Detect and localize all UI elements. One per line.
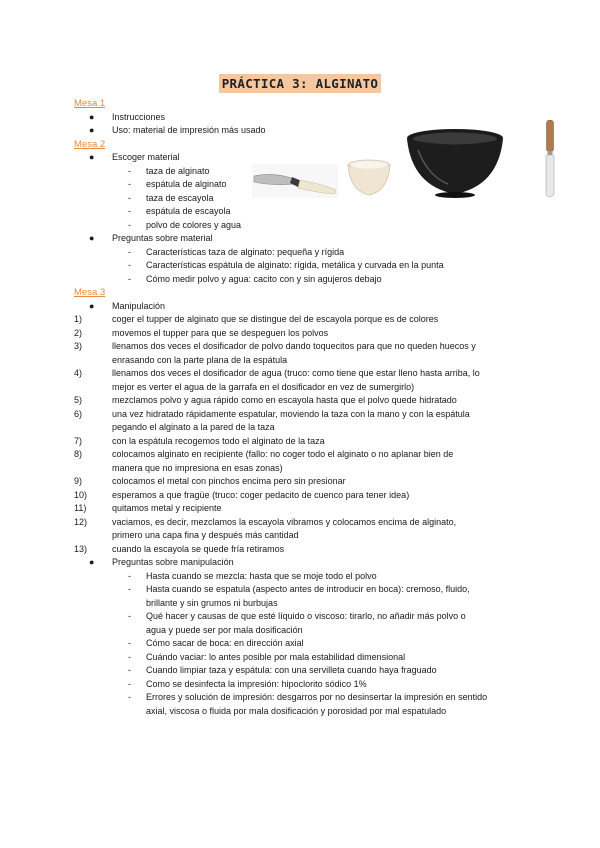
- step-text: esperamos a que fragüe (truco: coger pedacito de cuenco para tener idea): [112, 489, 410, 500]
- question-item: - Errores y solución de impresión: desgarros por no desinsertar la impresión en sentido: [128, 692, 488, 702]
- step-text: pegando el alginato a la pared de la taza: [112, 422, 275, 432]
- question-text: Hasta cuando se espatula (aspecto antes de introducir en boca): cremoso, fluido,: [146, 584, 470, 594]
- list-item: ● Preguntas sobre manipulación: [89, 557, 234, 567]
- question-item: - Hasta cuando se mezcla: hasta que se moje todo el polvo: [128, 570, 377, 581]
- question-item: - Cómo sacar de boca: en dirección axial: [128, 638, 304, 648]
- mesa2-heading: Mesa 2: [74, 138, 106, 150]
- numbered-step: [74, 367, 534, 381]
- numbered-step: [74, 543, 534, 557]
- numbered-step: [74, 516, 534, 530]
- numbered-step: [74, 462, 534, 476]
- step-number: 8): [74, 449, 83, 459]
- numbered-step: [74, 394, 534, 408]
- list-item: - Cómo medir polvo y agua: cacito con y sin agujeros debajo: [128, 273, 382, 284]
- question-item: [74, 597, 534, 611]
- step-text: enrasando con la parte plana de la espátula: [112, 354, 288, 365]
- list-item: - Características taza de alginato: pequeña y rígida: [128, 246, 345, 257]
- plaster-spatula-image: [542, 120, 558, 200]
- step-text: coger el tupper de alginato que se distingue del de escayola porque es de colores: [112, 314, 439, 324]
- list-item: - Características espátula de alginato: rígida, metálica y curvada en la punta: [128, 260, 444, 270]
- list-item: - polvo de colores y agua: [128, 219, 242, 230]
- step-number: 11): [74, 503, 87, 513]
- step-number: 1): [74, 314, 83, 324]
- numbered-step: [74, 408, 534, 422]
- step-text: colocamos el metal con pinchos encima pero sin presionar: [112, 476, 346, 486]
- question-item: [74, 624, 534, 638]
- step-number: 6): [74, 408, 83, 419]
- question-text: Qué hacer y causas de que esté líquido o viscoso: tirarlo, no añadir más polvo o: [146, 611, 466, 621]
- mesa3-heading: Mesa 3: [74, 287, 106, 298]
- question-item: - Cuando limpiar taza y espátula: con una servilleta cuando haya fraguado: [128, 665, 437, 675]
- list-item: - espátula de escayola: [128, 206, 231, 216]
- question-text: Errores y solución de impresión: desgarros por no desinsertar la impresión en sentido: [146, 692, 488, 702]
- question-item: - Cuándo vaciar: lo antes posible por mala estabilidad dimensional: [128, 651, 406, 662]
- page-title: PRÁCTICA 3: ALGINATO: [219, 74, 382, 93]
- list-item: ● Uso: material de impresión más usado: [89, 125, 266, 135]
- step-text: una vez hidratado rápidamente espatular, moviendo la taza con la mano y con la espátula: [112, 408, 470, 419]
- steps-list: [74, 313, 534, 556]
- step-text: llenamos dos veces el dosificador de polvo dando toquecitos para que no queden huecos y: [112, 341, 476, 351]
- list-item: - espátula de alginato: [128, 179, 227, 189]
- question-item: - Hasta cuando se espatula (aspecto antes de introducir en boca): cremoso, fluido,: [128, 584, 470, 594]
- question-text: axial, viscosa o fluida por mala dosificación y porosidad por mal espatulado: [146, 705, 447, 716]
- step-number: 4): [74, 368, 83, 378]
- numbered-step: [74, 435, 534, 449]
- question-item: [74, 705, 534, 719]
- question-text: Como se desinfecta la impresión: hipoclorito sódico 1%: [146, 678, 367, 689]
- step-number: 13): [74, 543, 88, 554]
- step-number: 3): [74, 341, 83, 351]
- numbered-step: [74, 529, 534, 543]
- step-text: vaciamos, es decir, mezclamos la escayola vibramos y colocamos encima de alginato,: [112, 516, 457, 527]
- step-number: 7): [74, 435, 83, 446]
- numbered-step: [74, 502, 534, 516]
- mesa1-heading: Mesa 1: [74, 98, 106, 109]
- question-text: brillante y sin grumos ni burbujas: [146, 597, 278, 608]
- list-item: ● Preguntas sobre material: [89, 233, 213, 243]
- question-item: - Qué hacer y causas de que esté líquido o viscoso: tirarlo, no añadir más polvo o: [128, 611, 466, 621]
- questions-list: [74, 570, 534, 719]
- list-item: ● Manipulación: [89, 300, 166, 311]
- numbered-step: [74, 354, 534, 368]
- question-item: - Como se desinfecta la impresión: hipoclorito sódico 1%: [128, 678, 367, 689]
- numbered-step: [74, 448, 534, 462]
- question-text: agua y puede ser por mala dosificación: [146, 624, 303, 635]
- step-number: 2): [74, 327, 83, 338]
- step-text: primero una capa fina y después más cantidad: [112, 530, 299, 540]
- step-text: con la espátula recogemos todo el alginato de la taza: [112, 435, 325, 446]
- numbered-step: [74, 313, 534, 327]
- numbered-step: [74, 340, 534, 354]
- question-text: Cuándo vaciar: lo antes posible por mala estabilidad dimensional: [146, 651, 406, 662]
- step-number: 5): [74, 395, 83, 405]
- list-item: ● Instrucciones: [89, 111, 166, 122]
- numbered-step: [74, 421, 534, 435]
- document-content: [74, 97, 534, 718]
- numbered-step: [74, 327, 534, 341]
- numbered-step: [74, 489, 534, 503]
- step-text: mejor es verter el agua de la garrafa en el dosificador en vez de sumergirlo): [112, 381, 415, 392]
- question-text: Cuando limpiar taza y espátula: con una servilleta cuando haya fraguado: [146, 665, 437, 675]
- numbered-step: [74, 475, 534, 489]
- step-text: cuando la escayola se quede fría retiramos: [112, 543, 285, 554]
- step-number: 9): [74, 476, 83, 486]
- step-text: movemos el tupper para que se despeguen los polvos: [112, 327, 329, 338]
- step-text: quitamos metal y recipiente: [112, 503, 222, 513]
- step-text: mezclamos polvo y agua rápido como en escayola hasta que el polvo quede hidratado: [112, 395, 457, 405]
- step-text: llenamos dos veces el dosificador de agua (truco: como tiene que estar lleno hasta arriba, lo: [112, 368, 480, 378]
- step-number: 10): [74, 489, 88, 500]
- list-item: - taza de alginato: [128, 165, 210, 176]
- step-text: manera que no impresiona en esas zonas): [112, 462, 283, 473]
- list-item: ● Escoger material: [89, 152, 180, 162]
- step-number: 12): [74, 516, 88, 527]
- step-text: colocamos alginato en recipiente (fallo: no coger todo el alginato o no aplanar bien de: [112, 449, 454, 459]
- question-text: Hasta cuando se mezcla: hasta que se moje todo el polvo: [146, 570, 377, 581]
- numbered-step: [74, 381, 534, 395]
- list-item: - taza de escayola: [128, 192, 214, 203]
- question-text: Cómo sacar de boca: en dirección axial: [146, 638, 304, 648]
